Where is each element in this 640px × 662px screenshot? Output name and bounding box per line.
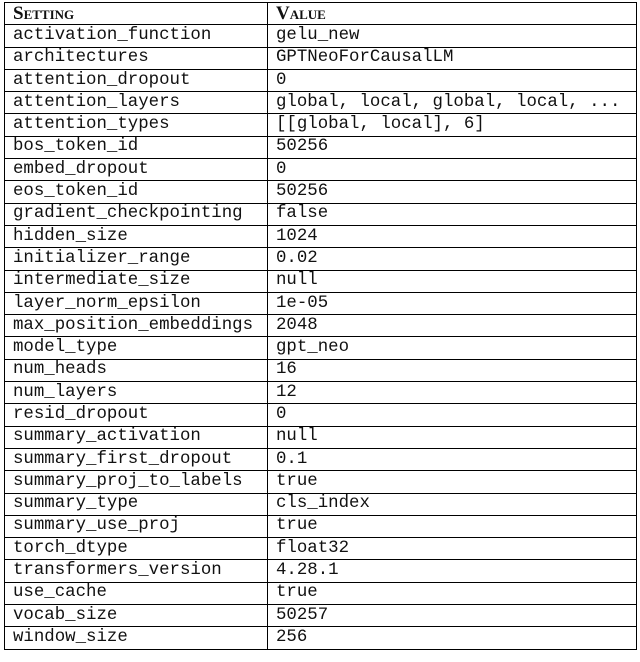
setting-cell: summary_proj_to_labels <box>5 471 268 493</box>
setting-cell: layer_norm_epsilon <box>5 292 268 314</box>
setting-cell: intermediate_size <box>5 270 268 292</box>
value-cell: 256 <box>268 627 637 649</box>
setting-cell: window_size <box>5 627 268 649</box>
value-cell: 50257 <box>268 605 637 627</box>
setting-cell: summary_first_dropout <box>5 448 268 470</box>
value-cell: false <box>268 203 637 225</box>
table-row <box>5 605 637 627</box>
setting-column-header: Setting <box>5 3 268 25</box>
table-row <box>5 560 637 582</box>
value-cell: global, local, global, local, ... <box>268 92 637 114</box>
table-row <box>5 538 637 560</box>
setting-cell: model_type <box>5 337 268 359</box>
table-row <box>5 69 637 91</box>
setting-cell: hidden_size <box>5 225 268 247</box>
setting-cell: gradient_checkpointing <box>5 203 268 225</box>
value-cell: 4.28.1 <box>268 560 637 582</box>
table-row <box>5 493 637 515</box>
table-row <box>5 181 637 203</box>
setting-cell: attention_layers <box>5 92 268 114</box>
value-cell: gelu_new <box>268 25 637 47</box>
value-cell: null <box>268 270 637 292</box>
setting-cell: transformers_version <box>5 560 268 582</box>
table-row <box>5 159 637 181</box>
setting-cell: embed_dropout <box>5 159 268 181</box>
setting-cell: summary_use_proj <box>5 515 268 537</box>
setting-cell: eos_token_id <box>5 181 268 203</box>
header-row <box>5 3 637 25</box>
table-row <box>5 426 637 448</box>
table-row <box>5 136 637 158</box>
table-row <box>5 92 637 114</box>
setting-cell: vocab_size <box>5 605 268 627</box>
setting-cell: num_heads <box>5 359 268 381</box>
value-cell: cls_index <box>268 493 637 515</box>
value-cell: 1e-05 <box>268 292 637 314</box>
value-cell: [[global, local], 6] <box>268 114 637 136</box>
table-row <box>5 382 637 404</box>
setting-cell: attention_dropout <box>5 69 268 91</box>
table-row <box>5 25 637 47</box>
table-row <box>5 627 637 649</box>
value-cell: 0 <box>268 69 637 91</box>
table-row <box>5 248 637 270</box>
table-row <box>5 359 637 381</box>
table-row <box>5 515 637 537</box>
setting-cell: use_cache <box>5 582 268 604</box>
table-row <box>5 292 637 314</box>
value-column-header: Value <box>268 3 637 25</box>
table-row <box>5 47 637 69</box>
value-cell: GPTNeoForCausalLM <box>268 47 637 69</box>
value-cell: 2048 <box>268 315 637 337</box>
value-cell: 12 <box>268 382 637 404</box>
setting-cell: attention_types <box>5 114 268 136</box>
value-cell: true <box>268 515 637 537</box>
table-row <box>5 114 637 136</box>
setting-cell: resid_dropout <box>5 404 268 426</box>
table-row <box>5 404 637 426</box>
value-cell: 50256 <box>268 181 637 203</box>
value-cell: 50256 <box>268 136 637 158</box>
value-cell: 1024 <box>268 225 637 247</box>
setting-cell: max_position_embeddings <box>5 315 268 337</box>
value-cell: 0.1 <box>268 448 637 470</box>
value-cell: true <box>268 582 637 604</box>
value-cell: 16 <box>268 359 637 381</box>
value-cell: 0 <box>268 159 637 181</box>
setting-cell: activation_function <box>5 25 268 47</box>
table-row <box>5 337 637 359</box>
table-row <box>5 315 637 337</box>
setting-cell: num_layers <box>5 382 268 404</box>
table-row <box>5 203 637 225</box>
table-row <box>5 448 637 470</box>
setting-cell: summary_activation <box>5 426 268 448</box>
table-row <box>5 270 637 292</box>
table-row <box>5 225 637 247</box>
table-row <box>5 582 637 604</box>
setting-cell: architectures <box>5 47 268 69</box>
table-row <box>5 471 637 493</box>
config-table <box>4 2 637 650</box>
value-cell: gpt_neo <box>268 337 637 359</box>
setting-cell: torch_dtype <box>5 538 268 560</box>
setting-cell: bos_token_id <box>5 136 268 158</box>
value-cell: 0 <box>268 404 637 426</box>
setting-cell: initializer_range <box>5 248 268 270</box>
value-cell: true <box>268 471 637 493</box>
setting-cell: summary_type <box>5 493 268 515</box>
value-cell: float32 <box>268 538 637 560</box>
value-cell: null <box>268 426 637 448</box>
value-cell: 0.02 <box>268 248 637 270</box>
